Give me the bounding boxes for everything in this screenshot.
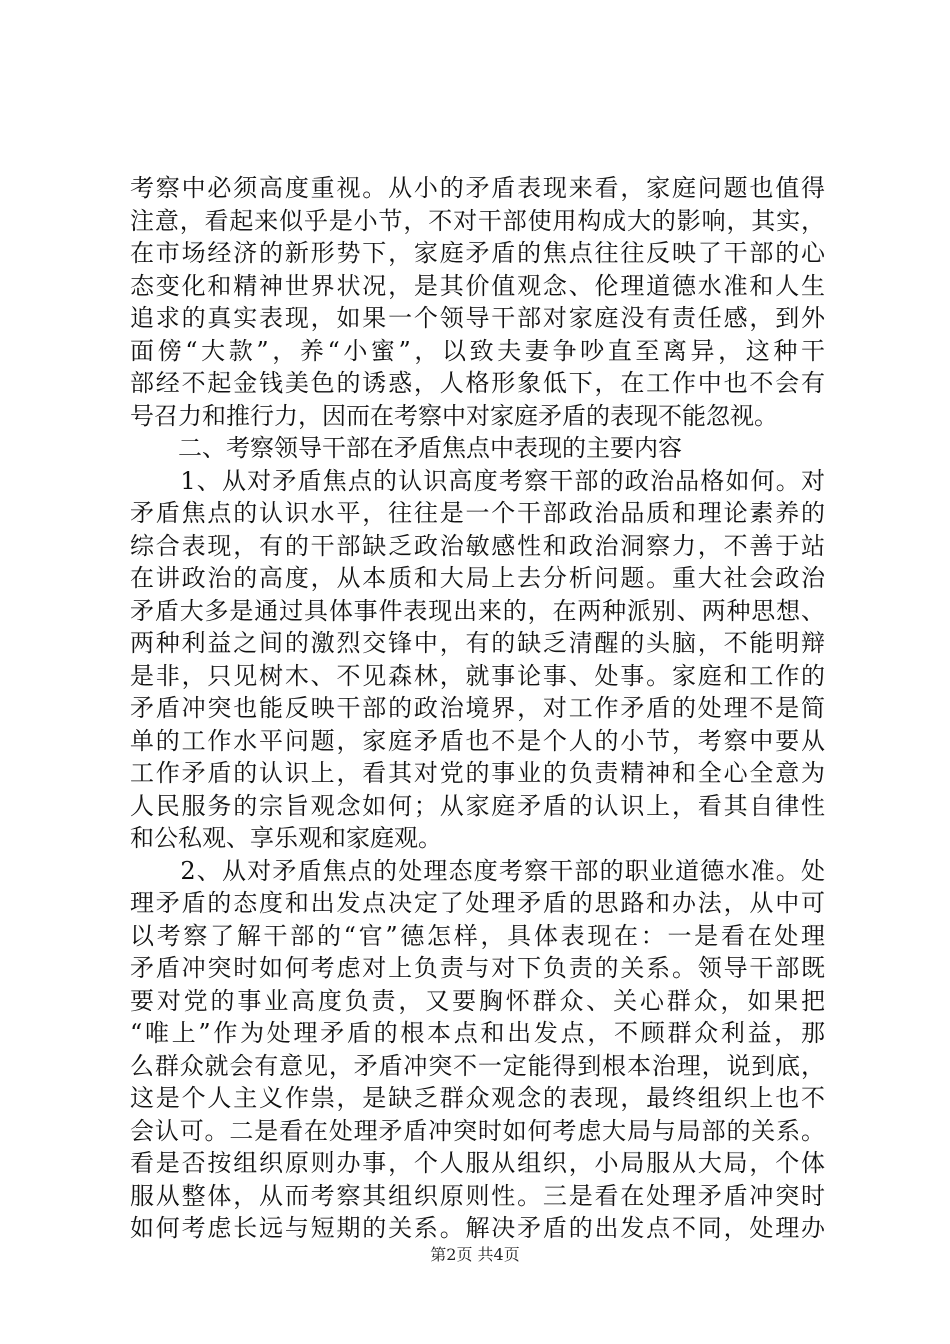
text-line: 号召力和推行力，因而在考察中对家庭矛盾的表现不能忽视。 [130, 401, 778, 430]
text-line: 么群众就会有意见，矛盾冲突不一定能得到根本治理，说到底， [130, 1051, 825, 1080]
document-body [130, 172, 825, 1245]
text-line: 人民服务的宗旨观念如何；从家庭矛盾的认识上，看其自律性 [130, 791, 825, 820]
page-number-footer: 第2页 共4页 [430, 1245, 520, 1264]
text-line: 在市场经济的新形势下，家庭矛盾的焦点往往反映了干部的心 [130, 239, 825, 267]
text-line: 以考察了解干部的“官”德怎样，具体表现在：一是看在处理 [130, 921, 825, 950]
text-line: 态变化和精神世界状况，是其价值观念、伦理道德水准和人生 [130, 271, 825, 300]
text-line: 矛盾焦点的认识水平，往往是一个干部政治品质和理论素养的 [130, 499, 825, 527]
text-line: 综合表现，有的干部缺乏政治敏感性和政治洞察力，不善于站 [130, 531, 825, 560]
text-line: 矛盾冲突也能反映干部的政治境界，对工作矛盾的处理不是简 [130, 694, 825, 722]
text-line: 服从整体，从而考察其组织原则性。三是看在处理矛盾冲突时 [130, 1181, 825, 1210]
text-line: 是非，只见树木、不见森林，就事论事、处事。家庭和工作的 [130, 661, 825, 690]
text-line: “唯上”作为处理矛盾的根本点和出发点，不顾群众利益，那 [130, 1019, 825, 1047]
text-line: 考察中必须高度重视。从小的矛盾表现来看，家庭问题也值得 [130, 174, 825, 202]
text-line: 部经不起金钱美色的诱惑，人格形象低下，在工作中也不会有 [130, 369, 825, 397]
text-line: 矛盾冲突时如何考虑对上负责与对下负责的关系。领导干部既 [130, 954, 825, 982]
text-line: 两种利益之间的激烈交锋中，有的缺乏清醒的头脑，不能明辩 [130, 629, 825, 657]
text-line: 和公私观、享乐观和家庭观。 [130, 824, 442, 852]
text-line: 这是个人主义作祟，是缺乏群众观念的表现，最终组织上也不 [130, 1084, 825, 1112]
text-line: 看是否按组织原则办事，个人服从组织，小局服从大局，个体 [130, 1149, 825, 1177]
text-line: 面傍“大款”，养“小蜜”，以致夫妻争吵直至离异，这种干 [130, 336, 825, 365]
text-line: 矛盾大多是通过具体事件表现出来的，在两种派别、两种思想、 [130, 596, 825, 625]
text-line: 工作矛盾的认识上，看其对党的事业的负责精神和全心全意为 [130, 759, 825, 787]
text-line: 1、从对矛盾焦点的认识高度考察干部的政治品格如何。对 [130, 466, 825, 495]
text-line: 追求的真实表现，如果一个领导干部对家庭没有责任感，到外 [130, 304, 825, 332]
text-line: 在讲政治的高度，从本质和大局上去分析问题。重大社会政治 [130, 564, 825, 592]
text-line: 注意，看起来似乎是小节，不对干部使用构成大的影响，其实， [130, 206, 825, 235]
text-line: 会认可。二是看在处理矛盾冲突时如何考虑大局与局部的关系。 [130, 1116, 825, 1145]
text-line: 要对党的事业高度负责，又要胸怀群众、关心群众，如果把 [130, 986, 825, 1015]
text-line: 理矛盾的态度和出发点决定了处理矛盾的思路和办法，从中可 [130, 889, 825, 917]
text-line: 2、从对矛盾焦点的处理态度考察干部的职业道德水准。处 [130, 856, 825, 885]
text-line: 单的工作水平问题，家庭矛盾也不是个人的小节，考察中要从 [130, 726, 825, 755]
text-line: 如何考虑长远与短期的关系。解决矛盾的出发点不同，处理办 [130, 1214, 825, 1242]
section-heading: 二、考察领导干部在矛盾焦点中表现的主要内容 [130, 434, 682, 462]
